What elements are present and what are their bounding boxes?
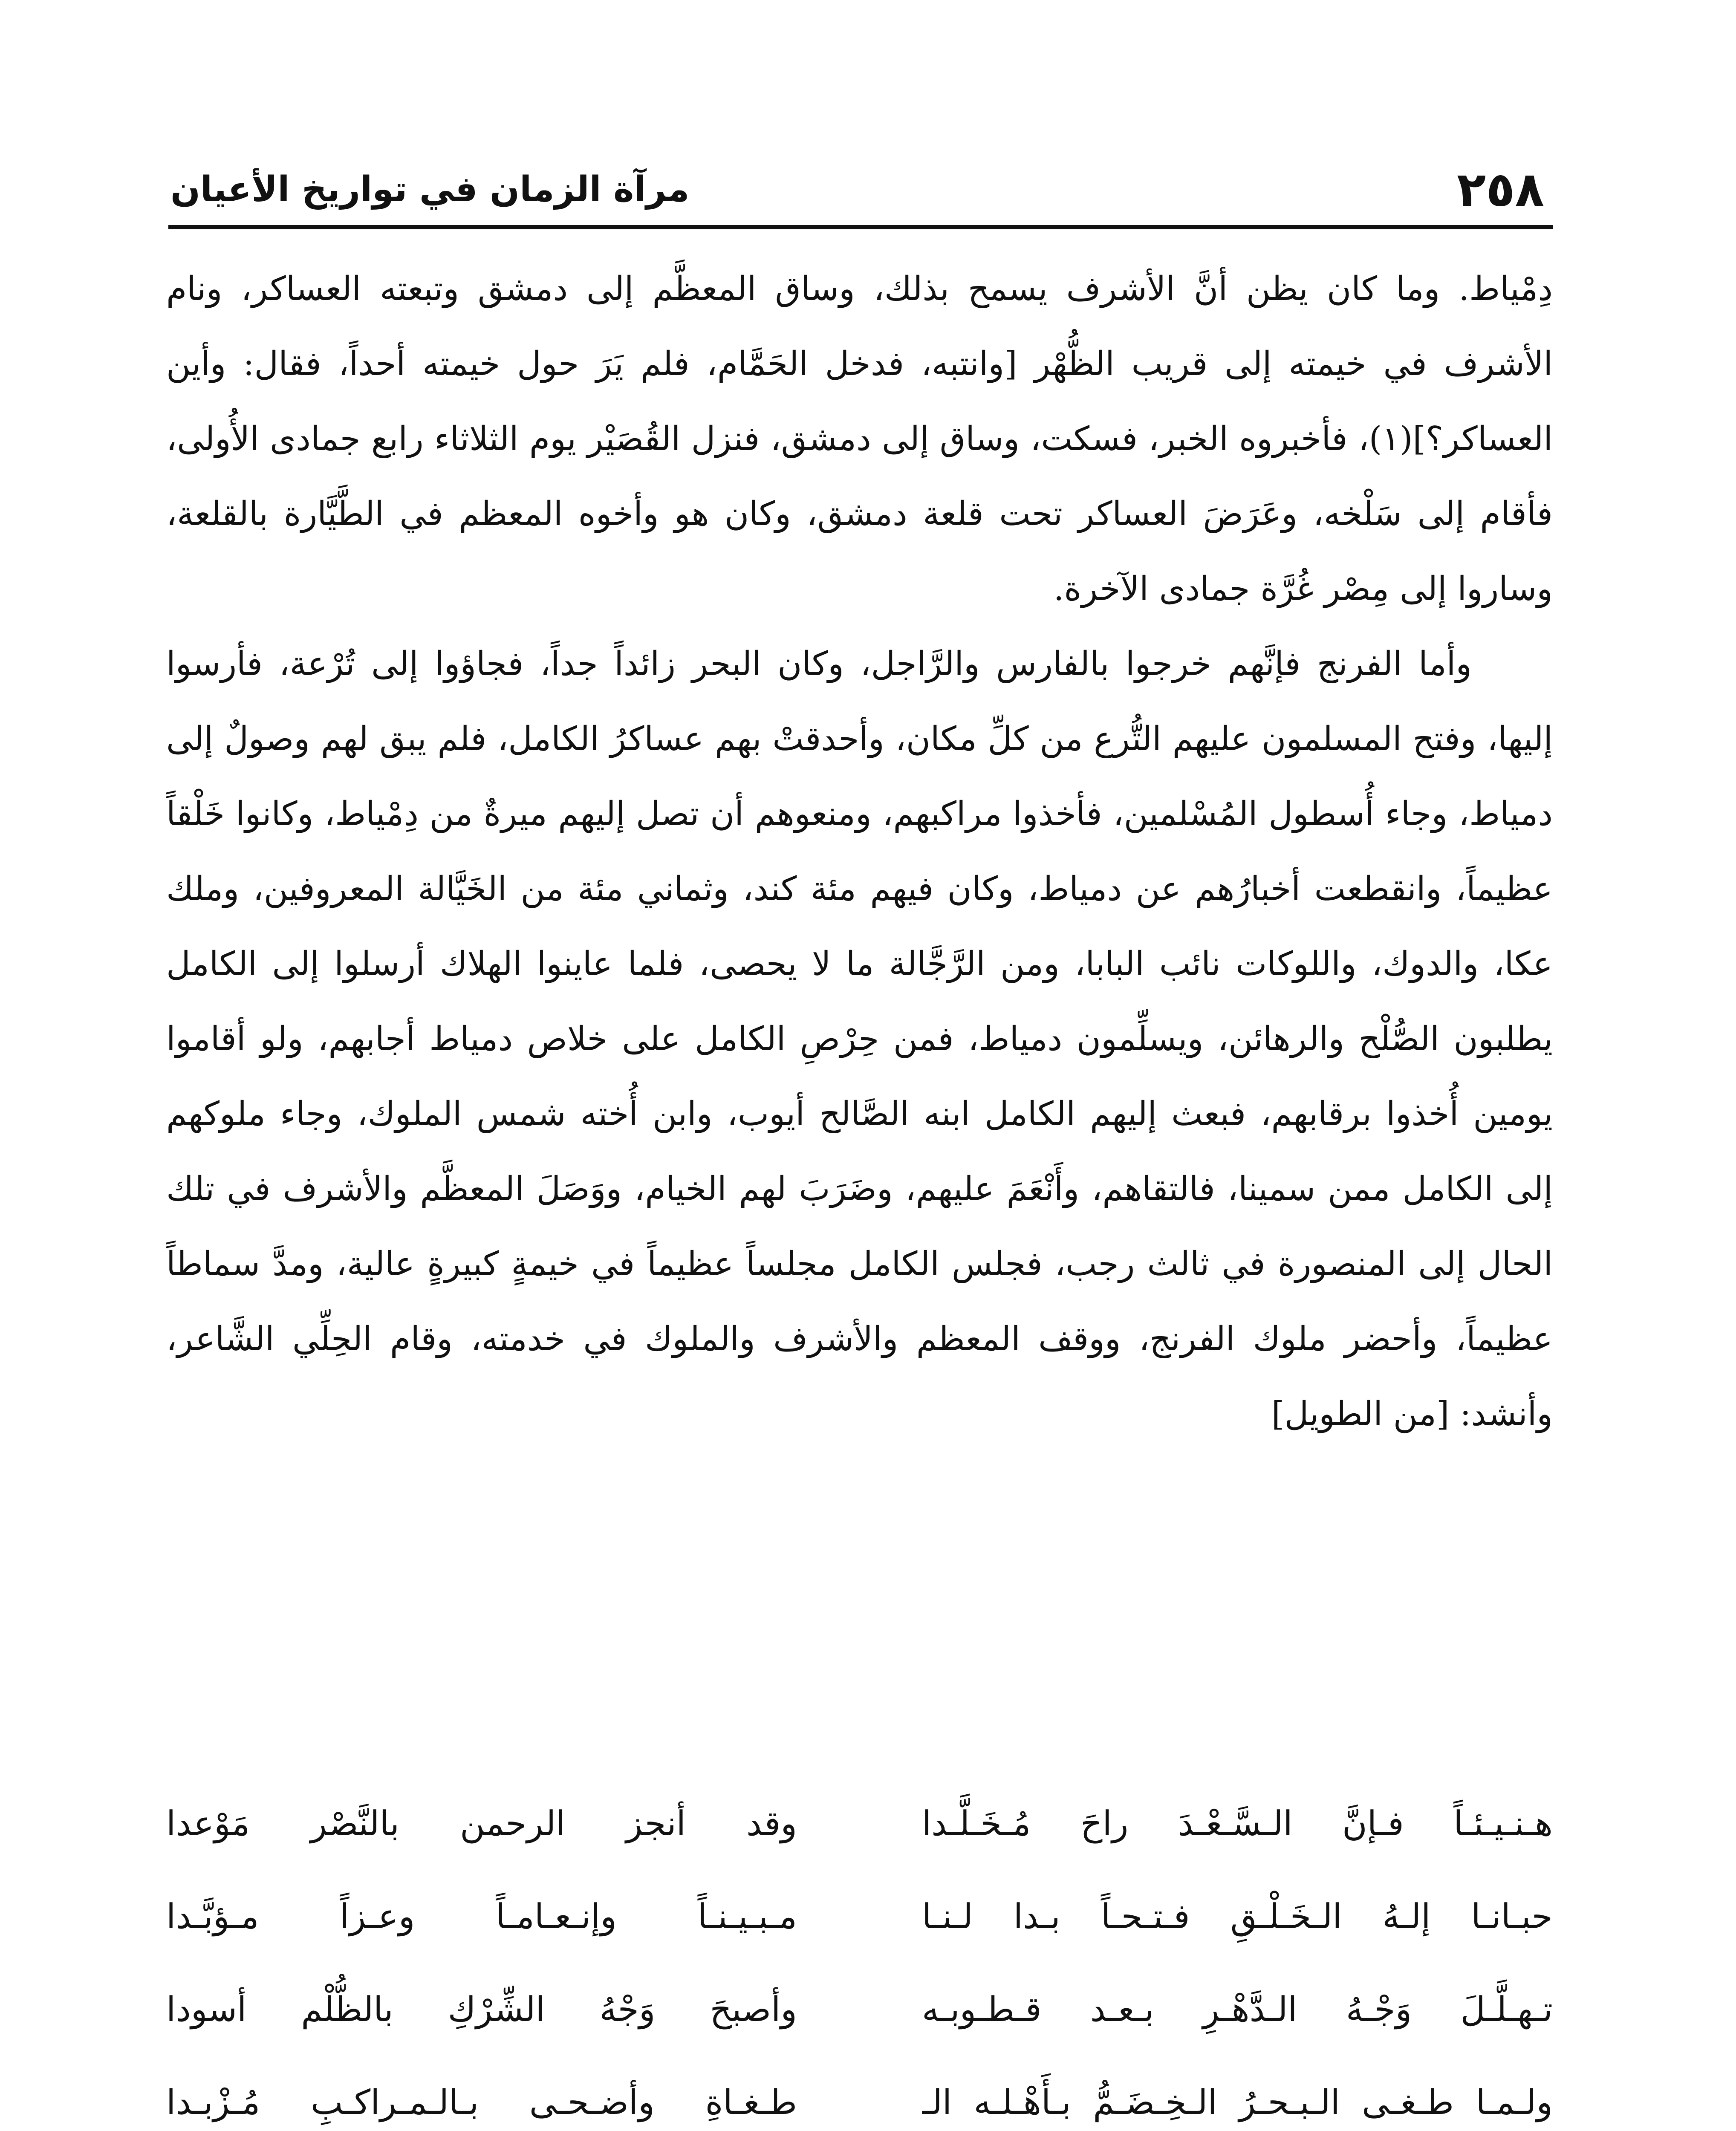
paragraph: دِمْياط. وما كان يظن أنَّ الأشرف يسمح بذلك، وساق المعظَّم إلى دمشق وتبعته العساكر، ونام الأشرف في خيمته إلى قريب الظُّهْر [وانتبه، فدخل الحَمَّام، فلم يَرَ حول خيمته أحداً، فقال: وأين العساكر؟](١)، فأخبروه الخبر، فسكت، وساق إلى دمشق، فنزل القُصَيْر يوم الثلاثاء رابع جمادى الأُولى، فأقام إلى سَلْخه، وعَرَضَ العساكر تحت قلعة دمشق، وكان هو وأخوه المعظم في الطَّيَّارة بالقلعة، وساروا إلى مِصْر غُرَّة جمادى الآخرة. — [166, 270, 1553, 608]
verse-first-hemistich: حبـانـا إلـهُ الـخَـلْـقِ فـتـحـاً بـدا لـنـا — [922, 1897, 1553, 1936]
poem-verse — [166, 1777, 1553, 1870]
verse-first-hemistich: تـهـلَّـلَ وَجْـهُ الـدَّهْـرِ بـعـد قـطـوبـه — [922, 1990, 1553, 2029]
verse-first-hemistich: ولـمـا طـغـى الـبـحـرُ الـخِـضَـمُّ بـأَهْـلـه الـ — [922, 2082, 1553, 2122]
verse-second-hemistich: طـغـاةِ وأضـحـى بـالـمـراكـبِ مُـزْبـدا — [166, 2082, 797, 2122]
verse-second-hemistich: مـبـيـنـاً وإنـعـامـاً وعـزاً مـؤبَّـدا — [166, 1897, 797, 1936]
paragraph: وأما الفرنج فإنَّهم خرجوا بالفارس والرَّاجل، وكان البحر زائداً جداً، فجاؤوا إلى تُرْعة، فأرسوا إليها، وفتح المسلمون عليهم التُّرع من كلِّ مكان، وأحدقتْ بهم عساكرُ الكامل، فلم يبق لهم وصولٌ إلى دمياط، وجاء أُسطول المُسْلمين، فأخذوا مراكبهم، ومنعوهم أن تصل إليهم ميرةٌ من دِمْياط، وكانوا خَلْقاً عظيماً، وانقطعت أخبارُهم عن دمياط، وكان فيهم مئة كند، وثماني مئة من الخَيَّالة المعروفين، وملك عكا، والدوك، واللوكات نائب البابا، ومن الرَّجَّالة ما لا يحصى، فلما عاينوا الهلاك أرسلوا إلى الكامل يطلبون الصُّلْح والرهائن، ويسلِّمون دمياط، فمن حِرْصِ الكامل على خلاص دمياط أجابهم، ولو أقاموا يومين أُخذوا برقابهم، فبعث إليهم الكامل ابنه الصَّالح أيوب، وابن أُخته شمس الملوك، وجاء ملوكهم إلى الكامل ممن سمينا، فالتقاهم، وأَنْعَمَ عليهم، وضَرَبَ لهم الخيام، ووَصَلَ المعظَّم والأشرف في تلك الحال إلى المنصورة في ثالث رجب، فجلس الكامل مجلساً عظيماً في خيمةٍ كبيرةٍ عالية، ومدَّ سماطاً عظيماً، وأحضر ملوك الفرنج، ووقف المعظم والأشرف والملوك في خدمته، وقام الحِلِّي الشَّاعر، وأنشد: — [166, 645, 1553, 1433]
verse-first-hemistich: هـنـيـئـاً فـإنَّ الـسَّـعْـدَ راحَ مُـخَـلَّـدا — [922, 1804, 1553, 1843]
running-header — [170, 158, 1544, 222]
poem-verse — [166, 1870, 1553, 1963]
main-text — [166, 251, 1553, 1452]
running-title: مرآة الزمان في تواريخ الأعيان — [170, 169, 690, 210]
poem-verse — [166, 1963, 1553, 2056]
poem-verse — [166, 2056, 1553, 2131]
verse-second-hemistich: وقد أنجز الرحمن بالنَّصْر مَوْعدا — [166, 1804, 797, 1843]
page-number: ٢٥٨ — [1456, 162, 1544, 217]
meter-label: [من الطويل] — [1271, 1395, 1450, 1433]
poem — [166, 1777, 1553, 2131]
verse-second-hemistich: وأصبحَ وَجْهُ الشِّرْكِ بالظُّلْم أسودا — [166, 1990, 797, 2029]
header-rule — [168, 225, 1553, 229]
